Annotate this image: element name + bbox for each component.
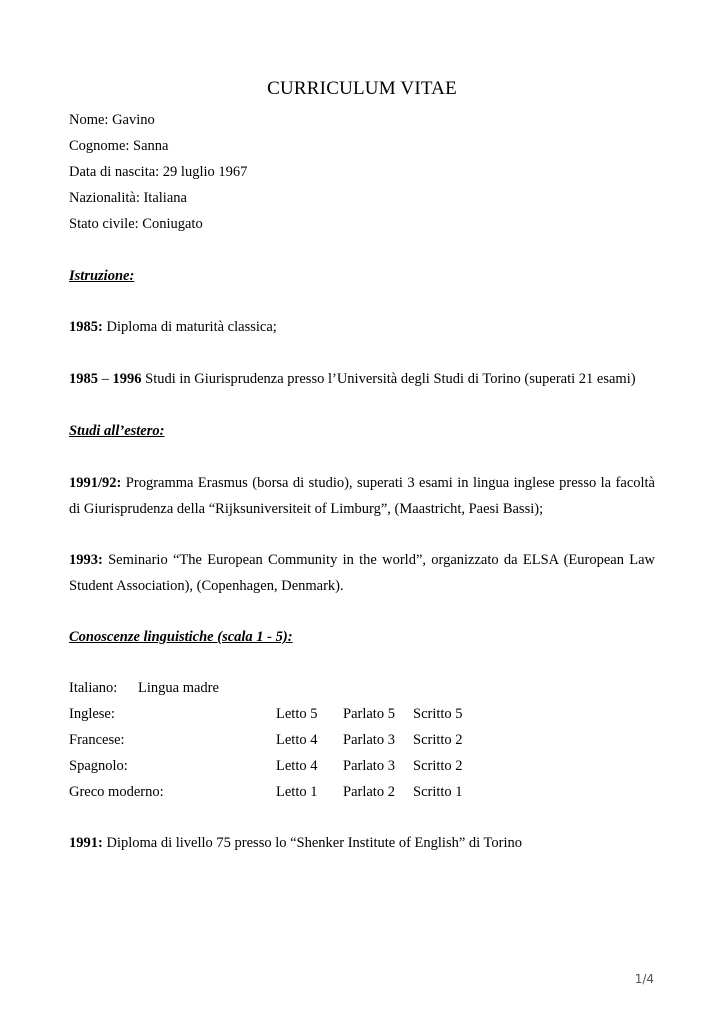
estero-item-1-year: 1991/92: — [69, 475, 122, 491]
language-row-italiano — [69, 680, 569, 700]
language-name: Inglese: — [69, 706, 115, 722]
istruzione-item-2-dash: – — [98, 371, 113, 387]
section-heading-estero: Studi all’estero: — [69, 423, 165, 439]
language-name: Spagnolo: — [69, 758, 128, 774]
language-parlato: Parlato 3 — [343, 758, 395, 774]
language-row-spagnolo — [69, 758, 569, 778]
language-letto: Letto 5 — [276, 706, 318, 722]
istruzione-item-1 — [69, 319, 277, 336]
language-scritto: Scritto 2 — [413, 758, 463, 774]
language-diploma-text: Diploma di livello 75 presso lo “Shenker Institute of English” di Torino — [102, 835, 523, 851]
language-mother-level: Lingua madre — [138, 680, 219, 696]
estero-item-2-line2: Student Association), (Copenhagen, Denmark). — [69, 578, 344, 594]
language-parlato: Parlato 2 — [343, 784, 395, 800]
language-parlato: Parlato 5 — [343, 706, 395, 722]
language-name: Greco moderno: — [69, 784, 164, 800]
estero-item-1-line2: di Giurisprudenza della “Rijksuniversiteit of Limburg”, (Maastricht, Paesi Bassi); — [69, 501, 544, 517]
estero-item-1-line1: Programma Erasmus (borsa di studio), superati 3 esami in lingua inglese presso la facoltà — [121, 475, 655, 491]
language-parlato: Parlato 3 — [343, 732, 395, 748]
language-row-francese — [69, 732, 569, 752]
section-heading-lingue: Conoscenze linguistiche (scala 1 - 5): — [69, 629, 293, 645]
language-letto: Letto 4 — [276, 758, 318, 774]
estero-item-1 — [69, 470, 655, 522]
estero-item-2-year: 1993: — [69, 552, 103, 568]
istruzione-item-1-year: 1985: — [69, 319, 103, 335]
personal-surname: Cognome: Sanna — [69, 138, 169, 154]
language-diploma-year: 1991: — [69, 835, 103, 851]
personal-birthdate: Data di nascita: 29 luglio 1967 — [69, 164, 248, 180]
personal-name: Nome: Gavino — [69, 112, 155, 128]
language-letto: Letto 4 — [276, 732, 318, 748]
page-number: 1/4 — [634, 972, 654, 986]
language-name: Italiano: — [69, 680, 118, 696]
personal-nationality: Nazionalità: Italiana — [69, 190, 187, 206]
istruzione-item-1-text: Diploma di maturità classica; — [102, 319, 277, 335]
istruzione-item-2 — [69, 371, 636, 388]
estero-item-2-line1: Seminario “The European Community in the world”, organizzato da ELSA (European Law — [102, 552, 655, 568]
section-heading-istruzione: Istruzione: — [69, 268, 135, 284]
estero-item-2 — [69, 547, 655, 599]
language-scritto: Scritto 1 — [413, 784, 463, 800]
language-row-greco — [69, 784, 569, 804]
language-diploma — [69, 835, 522, 852]
istruzione-item-2-text: Studi in Giurisprudenza presso l’Università degli Studi di Torino (superati 21 esami) — [141, 371, 636, 387]
document-title: CURRICULUM VITAE — [267, 78, 457, 99]
personal-civil-status: Stato civile: Coniugato — [69, 216, 203, 232]
language-name: Francese: — [69, 732, 125, 748]
language-row-inglese — [69, 706, 569, 726]
istruzione-item-2-year-start: 1985 — [69, 371, 98, 387]
language-scritto: Scritto 2 — [413, 732, 463, 748]
language-scritto: Scritto 5 — [413, 706, 463, 722]
istruzione-item-2-year-end: 1996 — [112, 371, 142, 387]
language-letto: Letto 1 — [276, 784, 318, 800]
